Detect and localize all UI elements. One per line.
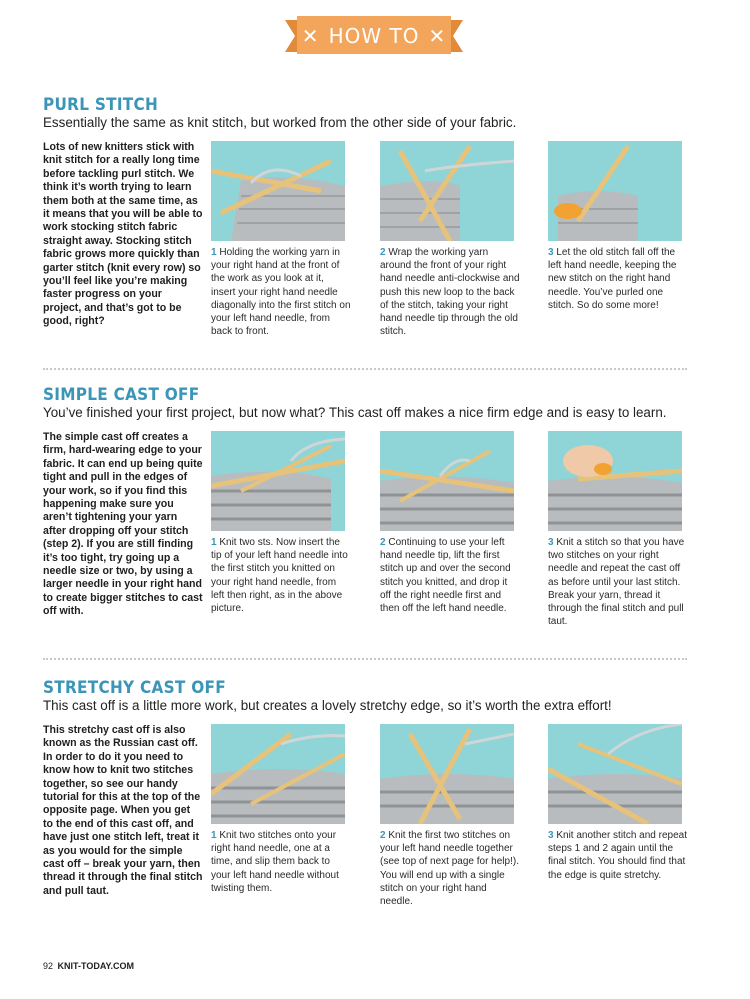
- step-caption: [548, 246, 688, 312]
- section-divider: [43, 658, 687, 660]
- step-text: Knit two sts. Now insert the tip of your left hand needle into the first stitch you knitted on your right hand needle, from left then right, as in the above picture.: [211, 537, 348, 615]
- section-subtitle: Essentially the same as knit stitch, but worked from the other side of your fabric.: [43, 115, 517, 130]
- step-caption: [548, 829, 688, 882]
- step-text: Holding the working yarn in your right hand at the front of the work as you look at it, insert your right hand needle diagonally into the first stitch on your left hand needle, from back to front.: [211, 247, 351, 338]
- step-text: Let the old stitch fall off the left hand needle, keeping the new stitch on the right hand needle. You’ve purled one stitch. So do some more!: [548, 247, 677, 311]
- step-caption: [380, 536, 520, 615]
- step-number: 3: [548, 247, 554, 258]
- cross-icon: ✕: [428, 24, 447, 48]
- step-caption: [211, 536, 351, 615]
- step-photo: [380, 431, 514, 531]
- section-title: PURL STITCH: [43, 95, 159, 115]
- step-number: 3: [548, 537, 554, 548]
- step-photo: [211, 724, 345, 824]
- step-caption: [380, 246, 520, 338]
- section-subtitle: You’ve finished your first project, but now what? This cast off makes a nice firm edge and is easy to learn.: [43, 405, 667, 420]
- section-title: SIMPLE CAST OFF: [43, 385, 200, 405]
- step-number: 2: [380, 247, 386, 258]
- section-title: STRETCHY CAST OFF: [43, 678, 226, 698]
- step-photo: [211, 141, 345, 241]
- page-footer: [43, 961, 134, 971]
- step-number: 1: [211, 247, 217, 258]
- step-text: Continuing to use your left hand needle tip, lift the first stitch up and over the second stitch you knitted, and drop it off the right needle first and then off the left hand needle.: [380, 537, 511, 615]
- section-intro: This stretchy cast off is also known as the Russian cast off. In order to do it you need to know how to knit two stitches together, so see our handy tutorial for this at the top of the opposite page. When you get to the end of this cast off, and have just one stitch left, treat it as you would for the simple cast off – break your yarn, then thread it through the final stitch and pull taut.: [43, 724, 203, 897]
- step-photo: [380, 724, 514, 824]
- step-photo: [548, 141, 682, 241]
- section-subtitle: This cast off is a little more work, but creates a lovely stretchy edge, so it’s worth the extra effort!: [43, 698, 612, 713]
- step-number: 2: [380, 830, 386, 841]
- section-divider: [43, 368, 687, 370]
- how-to-banner: [285, 14, 463, 58]
- step-caption: [211, 829, 351, 895]
- step-caption: [548, 536, 688, 628]
- step-photo: [548, 431, 682, 531]
- step-text: Knit a stitch so that you have two stitches on your right needle and repeat the cast off as before until your last stitch. Break your yarn, thread it through the final stitch and pull taut.: [548, 537, 685, 628]
- footer-site-link[interactable]: KNIT-TODAY.COM: [57, 961, 135, 971]
- step-photo: [548, 724, 682, 824]
- banner-text: [285, 14, 463, 58]
- section-intro: The simple cast off creates a firm, hard-wearing edge to your fabric. It can end up being quite tight and pull in the edges of your work, so if you find this happening make sure you aren’t tightening your yarn after dropping off your stitch (step 2). If you are still finding it’s too tight, try going up a needle size or two, by using a larger needle in your right hand to create bigger stitches to cast off with.: [43, 431, 203, 618]
- step-caption: [380, 829, 520, 908]
- step-photo: [380, 141, 514, 241]
- page-number: 92: [43, 961, 54, 971]
- step-text: Knit another stitch and repeat steps 1 and 2 again until the final stitch. You should find that the edge is quite stretchy.: [548, 830, 687, 881]
- cross-icon: ✕: [301, 24, 320, 48]
- step-number: 1: [211, 830, 217, 841]
- step-photo: [211, 431, 345, 531]
- step-text: Knit the first two stitches on your left hand needle together (see top of next page for help!). You will end up with a single stitch on your right hand needle.: [380, 830, 519, 908]
- step-text: Wrap the working yarn around the front of your right hand needle anti-clockwise and push this new loop to the back of the stitch, taking your right hand needle tip through the old stitch.: [380, 247, 520, 338]
- step-number: 3: [548, 830, 554, 841]
- banner-label: HOW TO: [328, 24, 420, 48]
- section-intro: Lots of new knitters stick with knit stitch for a really long time before tackling purl stitch. We think it’s worth trying to learn them both at the same time, as it means that you will be able to work stocking stitch fabric straight away. Stocking stitch fabric grows more quickly than garter stitch (knit every row) so you’ll feel like you’re making faster progress on your project, and that’s got to be good, right?: [43, 141, 203, 328]
- step-number: 1: [211, 537, 217, 548]
- step-text: Knit two stitches onto your right hand needle, one at a time, and slip them back to your left hand needle without twisting them.: [211, 830, 339, 894]
- step-number: 2: [380, 537, 386, 548]
- step-caption: [211, 246, 351, 338]
